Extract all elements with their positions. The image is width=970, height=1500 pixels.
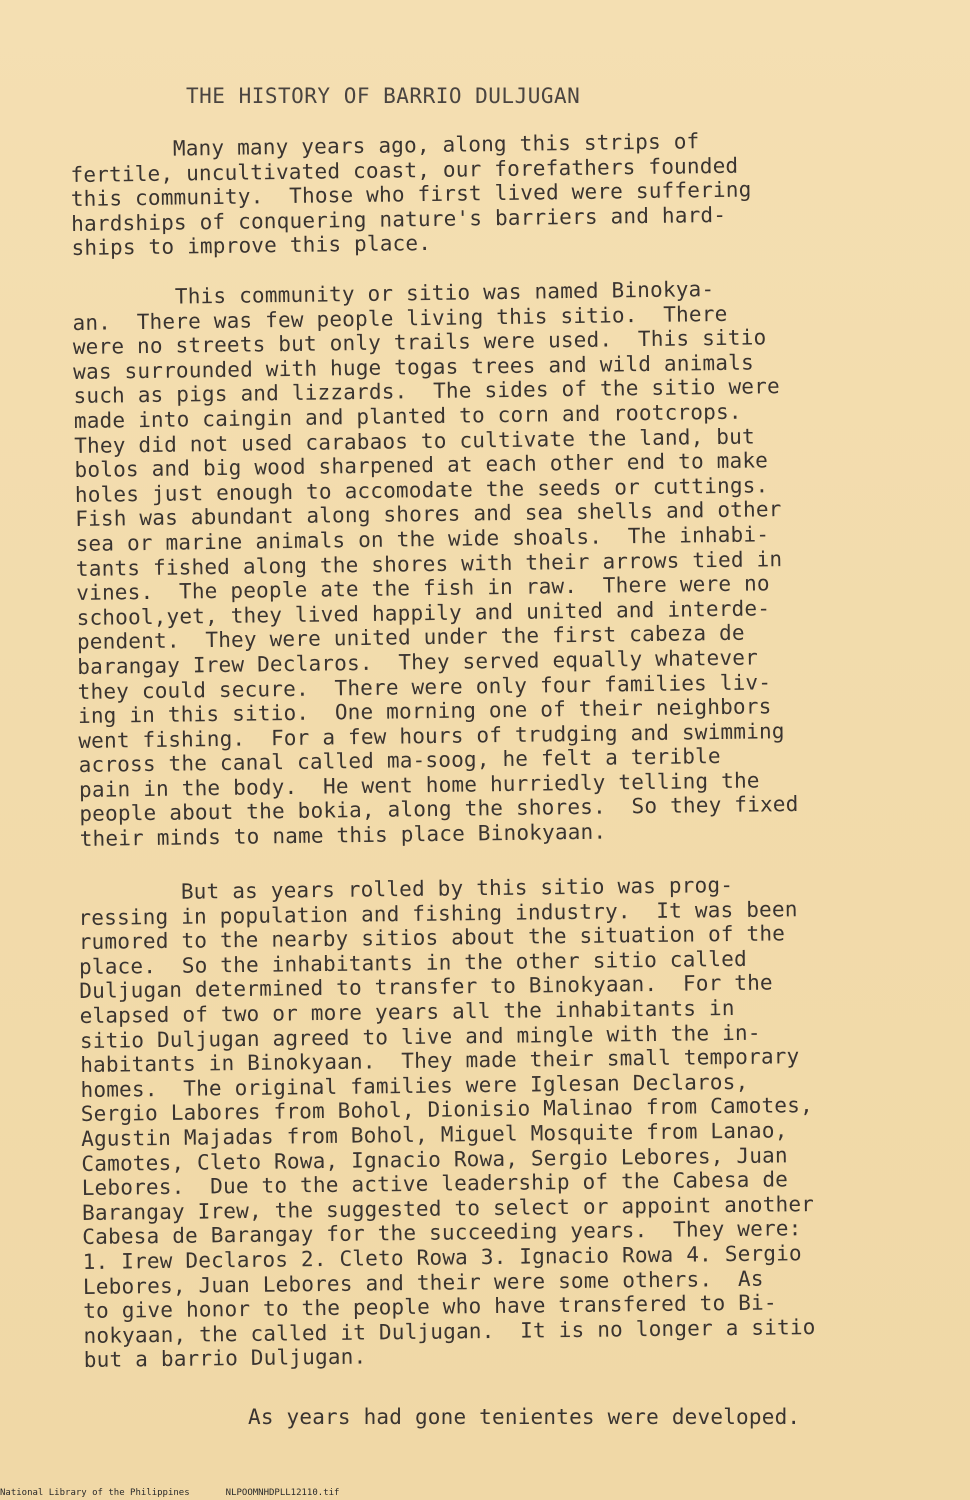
text-line: As years had gone tenientes were developed.	[248, 1405, 801, 1429]
text-line: they could secure. There were only four families liv-	[77, 669, 772, 704]
text-line: habitants in Binokyaan. They made their small temporary	[80, 1044, 800, 1078]
text-line: went fishing. For a few hours of trudging and swimming	[78, 718, 785, 753]
text-line: were no streets but only trails were used. This sitio	[72, 325, 767, 360]
scan-footer	[0, 1488, 339, 1498]
text-line: elapsed of two or more years all the inhabitants in	[79, 995, 735, 1028]
text-line: Barangay Irew, the suggested to select or appoint another	[81, 1191, 815, 1225]
paragraph-2	[72, 274, 930, 851]
text-line: pendent. They were united under the first cabeza de	[76, 620, 745, 655]
text-line: ships to improve this place.	[71, 231, 432, 261]
text-line: sea or marine animals on the wide shoals. The inhabi-	[75, 522, 770, 556]
text-line: rumored to the nearby sitios about the situation of the	[78, 921, 786, 955]
text-line: Lebores. Due to the active leadership of the Cabesa de	[81, 1167, 789, 1201]
text-line: but a barrio Duljugan.	[83, 1344, 367, 1373]
text-line: fertile, uncultivated coast, our forefathers founded	[70, 153, 739, 187]
text-line: pain in the body. He went home hurriedly telling the	[78, 768, 760, 802]
paragraph-4	[248, 1405, 970, 1430]
text-line: ressing in population and fishing industry. It was been	[78, 896, 798, 930]
text-line: sitio Duljugan agreed to live and mingle with the in-	[79, 1020, 761, 1053]
text-line: this community. Those who first lived were suffering	[70, 177, 752, 212]
text-line: Cabesa de Barangay for the succeeding years. They were:	[82, 1216, 802, 1250]
text-line: This community or sitio was named Binokya-	[72, 277, 715, 310]
text-line: their minds to name this place Binokyaan.	[79, 819, 607, 852]
text-line: made into caingin and planted to corn and rootcrops.	[73, 399, 742, 433]
text-line: vines. The people ate the fish in raw. There were no	[76, 571, 770, 606]
library-credit: National Library of the Philippines	[0, 1488, 190, 1498]
text-line: homes. The original families were Iglesan Declaros,	[80, 1069, 749, 1102]
text-line: hardships of conquering nature's barriers and hard-	[71, 202, 727, 236]
text-line: nokyaan, the called it Duljugan. It is no longer a sitio	[83, 1314, 816, 1348]
text-line: ing in this sitio. One morning one of their neighbors	[77, 694, 772, 729]
text-line: Lebores, Juan Lebores and their were some others. As	[82, 1266, 764, 1299]
text-line: holes just enough to accomodate the seeds or cuttings.	[74, 473, 769, 507]
text-line: Camotes, Cleto Rowa, Ignacio Rowa, Sergio Lebores, Juan	[81, 1142, 788, 1176]
text-line: Duljugan determined to transfer to Binokyaan. For the	[79, 970, 773, 1004]
text-line: place. So the inhabitants in the other sitio called	[78, 946, 747, 979]
text-line: They did not used carabaos to cultivate the land, but	[74, 424, 756, 458]
text-line: such as pigs and lizzards. The sides of the sitio were	[73, 374, 781, 409]
text-line: to give honor to the people who have transfered to Bi-	[83, 1290, 777, 1324]
file-id: NLPOOMNHDPLL12110.tif	[225, 1488, 340, 1498]
text-line: across the canal called ma-soog, he felt a terible	[78, 744, 721, 778]
paragraph-1	[70, 126, 922, 261]
text-line: bolos and big wood sharpened at each other end to make	[74, 448, 769, 483]
text-line: people about the bokia, along the shores. So they fixed	[79, 792, 799, 827]
text-line: barangay Irew Declaros. They served equally whatever	[77, 645, 759, 679]
text-line: tants fished along the shores with their arrows tied in	[75, 546, 783, 581]
text-line: Many many years ago, along this strips of	[70, 129, 700, 162]
document-title: THE HISTORY OF BARRIO DULJUGAN	[186, 84, 581, 108]
text-line: school,yet, they lived happily and united and interde-	[76, 596, 771, 630]
text-line: Sergio Labores from Bohol, Dionisio Malinao from Camotes,	[80, 1093, 814, 1127]
text-line: 1. Irew Declaros 2. Cleto Rowa 3. Ignacio Rowa 4. Sergio	[82, 1241, 802, 1274]
paragraph-3	[78, 871, 934, 1373]
text-line: was surrounded with huge togas trees and wild animals	[73, 350, 754, 384]
text-line: an. There was few people living this sitio. There	[72, 301, 728, 335]
text-line: Fish was abundant along shores and sea shells and other	[75, 497, 782, 532]
text-line: But as years rolled by this sitio was prog-	[78, 872, 734, 905]
text-line: Agustin Majadas from Bohol, Miguel Mosquite from Lanao,	[81, 1118, 788, 1151]
